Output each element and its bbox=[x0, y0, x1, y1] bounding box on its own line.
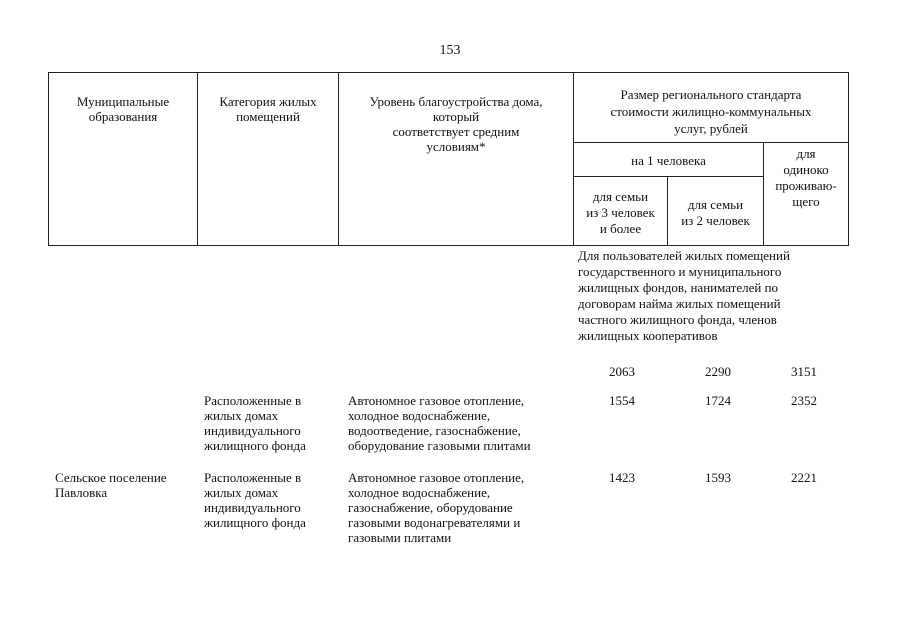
value-family3: 2063 bbox=[609, 364, 635, 379]
page-number: 153 bbox=[439, 43, 461, 58]
value-family2: 2290 bbox=[705, 364, 731, 379]
header-sub-border bbox=[573, 176, 763, 177]
header-per-person: на 1 человека bbox=[631, 153, 706, 168]
category-cell: Расположенные в жилых домах индивидуального жилищного фонда bbox=[204, 393, 306, 453]
municipality-cell: Сельское поселение Павловка bbox=[55, 470, 167, 500]
header-category: Категория жилых помещений bbox=[219, 94, 317, 124]
value-family2: 1593 bbox=[705, 470, 731, 485]
header-family3: для семьи из 3 человек и более bbox=[586, 189, 655, 236]
header-top-border bbox=[48, 72, 849, 73]
level-cell: Автономное газовое отопление, холодное водоснабжение, газоснабжение, оборудование газовыми водонагревателями и газовыми плитами bbox=[348, 470, 525, 545]
header-single: для одиноко проживаю- щего bbox=[775, 146, 837, 209]
header-bottom-border bbox=[48, 245, 849, 246]
value-family3: 1423 bbox=[609, 470, 635, 485]
header-standard: Размер регионального стандарта стоимости жилищно-коммунальных услуг, рублей bbox=[610, 87, 812, 136]
header-municipality: Муниципальные образования bbox=[76, 94, 170, 124]
header-right-border bbox=[848, 72, 849, 246]
value-family2: 1724 bbox=[705, 393, 731, 408]
value-family3: 1554 bbox=[609, 393, 635, 408]
header-family2: для семьи из 2 человек bbox=[681, 197, 750, 228]
value-single: 2352 bbox=[791, 393, 817, 408]
header-level: Уровень благоустройства дома, который соответствует средним условиям* bbox=[369, 94, 543, 154]
value-single: 3151 bbox=[791, 364, 817, 379]
section-title: Для пользователей жилых помещений государственного и муниципального жилищных фондов, нанимателей по договорам найма жилых помещений частного жилищного фонда, членов жилищных кооперативов bbox=[578, 248, 790, 343]
level-cell: Автономное газовое отопление, холодное водоснабжение, водоотведение, газоснабжение, оборудование газовыми плитами bbox=[348, 393, 531, 453]
header-mid-border bbox=[573, 142, 849, 143]
value-single: 2221 bbox=[791, 470, 817, 485]
category-cell: Расположенные в жилых домах индивидуального жилищного фонда bbox=[204, 470, 306, 530]
